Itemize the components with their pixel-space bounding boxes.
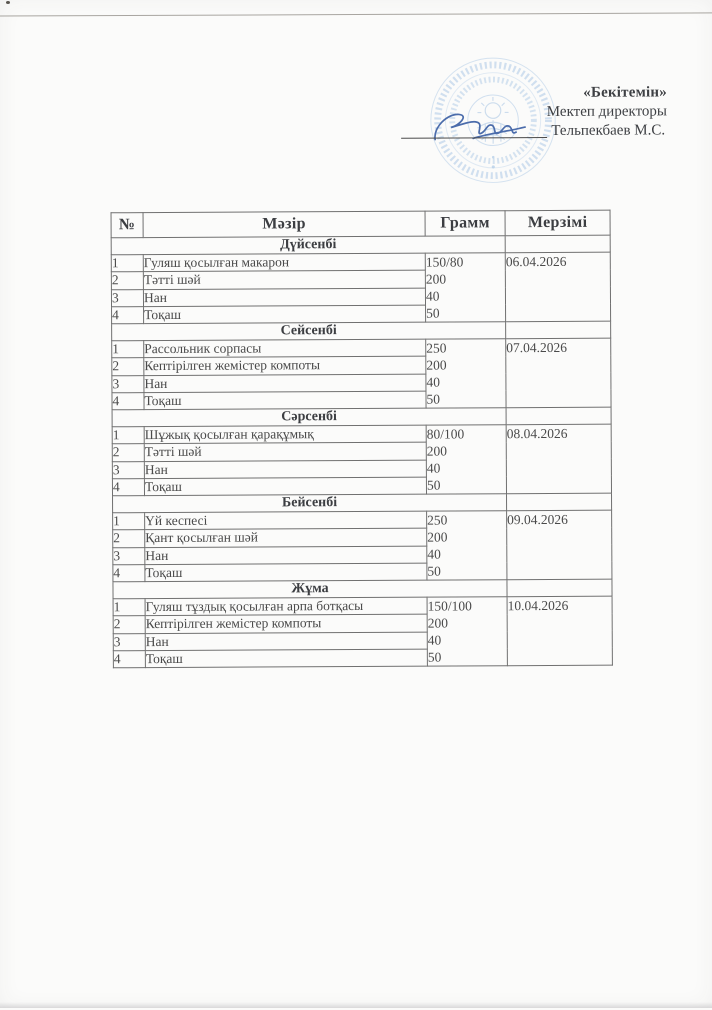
dish-name: Тәтті шәй — [144, 442, 426, 461]
item-number: 2 — [112, 444, 144, 461]
grams-value: 200 — [426, 357, 447, 373]
item-number: 3 — [112, 375, 144, 392]
item-number: 1 — [113, 599, 145, 616]
grams-value: 50 — [426, 391, 441, 407]
day-header: Сейсенбі — [112, 322, 506, 341]
dish-name: Гуляш тұздық қосылған арпа ботқасы — [145, 597, 427, 616]
dish-name: Нан — [144, 460, 426, 479]
item-number: 3 — [111, 289, 143, 306]
item-number: 3 — [113, 633, 145, 650]
day-term-empty-cell — [506, 407, 611, 425]
col-header-number: № — [111, 213, 143, 238]
menu-item-row — [113, 510, 612, 530]
date-cell: 10.04.2026 — [507, 596, 612, 666]
grams-cell — [427, 511, 507, 580]
dish-name: Тоқаш — [145, 563, 427, 582]
dish-name: Үй кеспесі — [145, 511, 427, 530]
item-number: 2 — [112, 358, 144, 375]
grams-cell — [426, 425, 506, 494]
grams-value: 250 — [427, 512, 448, 528]
dish-name: Гуляш қосылған макарон — [143, 253, 425, 272]
item-number: 1 — [111, 255, 143, 272]
dish-name: Тәтті шәй — [143, 270, 425, 289]
grams-cell — [426, 339, 506, 408]
scan-edge-shadow — [0, 1002, 712, 1008]
grams-value: 40 — [426, 460, 441, 476]
col-header-grams: Грамм — [425, 211, 505, 236]
col-header-menu: Мәзір — [143, 211, 425, 237]
grams-value: 40 — [427, 632, 442, 648]
dish-name: Шұжық қосылған қарақұмық — [144, 425, 426, 444]
date-cell: 06.04.2026 — [505, 252, 610, 322]
director-name: Тельпекбаев М.С. — [551, 122, 666, 139]
item-number: 3 — [112, 461, 144, 478]
grams-value: 50 — [426, 477, 441, 493]
dish-name: Нан — [144, 374, 426, 393]
dish-name: Кептірілген жемістер компоты — [144, 356, 426, 375]
item-number: 2 — [111, 272, 143, 289]
grams-value: 40 — [425, 288, 440, 304]
day-header: Дүйсенбі — [111, 236, 505, 255]
day-term-empty-cell — [507, 493, 612, 511]
day-term-empty-cell — [506, 321, 611, 339]
item-number: 2 — [113, 616, 145, 633]
date-cell: 07.04.2026 — [506, 338, 611, 408]
day-term-empty-cell — [505, 235, 610, 253]
grams-value: 150/100 — [427, 598, 472, 614]
grams-cell — [427, 597, 507, 666]
day-header: Жұма — [113, 580, 507, 599]
director-signature-row — [401, 121, 669, 141]
dish-name: Нан — [143, 288, 425, 307]
day-header: Сәрсенбі — [112, 408, 506, 427]
item-number: 1 — [113, 513, 145, 530]
grams-value: 250 — [426, 340, 447, 356]
item-number: 3 — [113, 547, 145, 564]
signature-line — [401, 123, 547, 139]
item-number: 4 — [113, 650, 145, 667]
dish-name: Тоқаш — [144, 391, 426, 410]
col-header-term: Мерзімі — [505, 210, 610, 236]
menu-item-row — [113, 596, 612, 616]
table-header-row — [111, 210, 610, 238]
dish-name: Нан — [145, 546, 427, 565]
dish-name: Тоқаш — [145, 649, 427, 668]
dish-name: Рассольник сорпасы — [144, 339, 426, 358]
grams-value: 150/80 — [425, 254, 464, 270]
menu-table — [111, 210, 613, 669]
menu-item-row — [111, 252, 610, 272]
day-header: Бейсенбі — [113, 494, 507, 513]
grams-value: 200 — [427, 529, 448, 545]
grams-value: 200 — [425, 271, 447, 287]
approval-title: «Бекітемін» — [583, 84, 667, 101]
date-cell: 08.04.2026 — [506, 424, 611, 494]
day-term-empty-cell — [507, 579, 612, 597]
approval-block — [401, 83, 669, 141]
dish-name: Нан — [145, 632, 427, 651]
menu-item-row — [112, 424, 611, 444]
grams-value: 50 — [427, 563, 441, 579]
item-number: 1 — [112, 341, 144, 358]
grams-value: 40 — [427, 546, 441, 562]
grams-value: 50 — [427, 649, 442, 665]
item-number: 4 — [112, 478, 144, 495]
director-role: Мектеп директоры — [546, 103, 668, 120]
grams-value: 50 — [426, 305, 440, 321]
item-number: 4 — [112, 392, 144, 409]
item-number: 2 — [113, 530, 145, 547]
dish-name: Тоқаш — [144, 305, 426, 324]
grams-cell — [425, 253, 505, 322]
dish-name: Кептірілген жемістер компоты — [145, 614, 427, 633]
grams-value: 40 — [426, 374, 440, 390]
dish-name: Тоқаш — [144, 477, 426, 496]
dish-name: Қант қосылған шәй — [145, 528, 427, 547]
grams-value: 200 — [426, 443, 448, 459]
item-number: 4 — [113, 564, 145, 581]
menu-item-row — [112, 338, 611, 358]
grams-value: 80/100 — [426, 426, 465, 442]
item-number: 1 — [112, 427, 144, 444]
item-number: 4 — [112, 306, 144, 323]
date-cell: 09.04.2026 — [507, 510, 612, 580]
menu-table-body — [111, 235, 612, 668]
grams-value: 200 — [427, 615, 448, 631]
